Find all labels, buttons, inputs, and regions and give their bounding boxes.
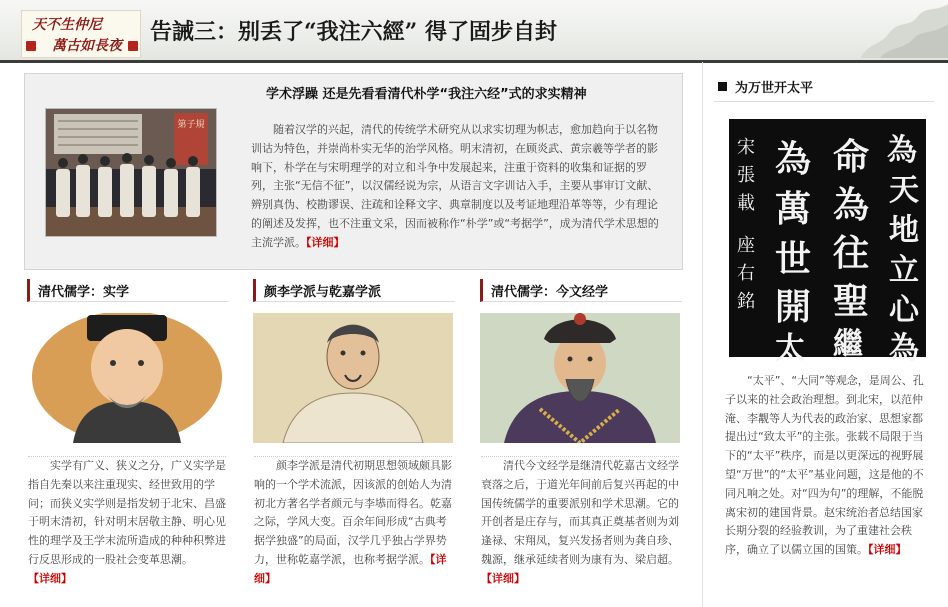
sidebar-heading [718, 77, 813, 96]
calligraphy-char: 右 [737, 263, 755, 284]
calligraphy-char: 地 [889, 213, 919, 248]
feature-text [251, 121, 661, 253]
calligraphy-char: 為 [889, 331, 919, 366]
calligraphy-char: 座 [737, 235, 755, 256]
calligraphy-char: 太 [775, 331, 805, 366]
sidebar-text [725, 372, 930, 560]
calligraphy-char: 命 [833, 136, 870, 178]
calligraphy-char: 聖 [833, 280, 870, 322]
column-more-link[interactable]: 【详细】 [254, 552, 447, 585]
page-title: 告誡三：别丢了“我注六經” 得了固步自封 [150, 19, 557, 45]
feature-title[interactable]: 学术浮躁 还是先看看清代朴学“我注六经”式的求实精神 [266, 87, 587, 102]
section-title[interactable]: 颜李学派与乾嘉学派 [264, 285, 382, 300]
seal-icon [26, 41, 36, 51]
feature-article [24, 73, 683, 270]
section-title[interactable]: 清代儒学：实学 [38, 285, 130, 300]
column-body: 实学有广义、狭义之分，广义实学是指自先秦以来注重现实、经世致用的学问；而狭义实学则是指发轫于北宋、昌盛于明末清初，针对明末居敬主静、明心见性的理学及王学末流所造成的种种积弊进行反思形成的一股社会变革思潮。 [28, 459, 226, 566]
column-more-link[interactable]: 【详细】 [481, 571, 525, 585]
section-heading-jinwen [480, 279, 682, 302]
logo-line-2: 萬古如長夜 [52, 38, 122, 54]
calligraphy-char: 萬 [775, 188, 812, 230]
feature-more-link[interactable]: 【详细】 [306, 235, 345, 249]
calligraphy-char: 往 [833, 232, 870, 274]
calligraphy-char: 宋 [737, 137, 755, 158]
calligraphy-char: 銘 [737, 291, 755, 312]
sidebar-body: “太平”、“大同”等观念，是周公、孔子以来的社会政治理想。到北宋，以范仲淹、李觏等人为代表的政治家、思想家都提出过“致太平”的主张。张载不局限于当下的“太平”秩序，而是以更深远的视野展望“万世”的“太平”基业问题，这是他的不同凡响之处。对“四为句”的理解，不能脱离宋初的建国背景。赵宋统治者总结国家长期分裂的经验教训，为了重建社会秩序，确立了以儒立国的国策。 [725, 374, 924, 557]
calligraphy-image[interactable] [729, 119, 926, 366]
section-heading-shixue [27, 279, 229, 302]
portrait-image-official[interactable] [480, 313, 680, 443]
calligraphy-char: 為 [887, 133, 917, 168]
calligraphy-char: 為 [833, 184, 870, 226]
feature-body: 随着汉学的兴起，清代的传统学术研究从以求实切理为帜志，愈加趋向于以名物训诂为特色，并崇尚朴实无华的治学风格。明末清初，在顾炎武、黄宗羲等学者的影响下，朴学在与宋明理学的对立和斗争中发展起来，注重于资料的收集和证据的罗列，主张“无信不征”，以汉儒经说为宗，从语言文字训诂入手，主要从事审订文献、辨别真伪、校勘谬误、注疏和诠释文字、典章制度以及考证地理沿革等等，少有理论的阐述及发挥，也不注重文采，因而被称作“朴学”或“考据学”，成为清代学术思想的主流学派。 [251, 123, 659, 249]
portrait-image-scholar[interactable] [27, 313, 227, 443]
calligraphy-char: 立 [889, 253, 919, 288]
calligraphy-char: 張 [737, 165, 755, 186]
ink-landscape-decoration [860, 2, 948, 58]
sidebar-title[interactable]: 为万世开太平 [735, 81, 814, 96]
column-body: 颜李学派是清代初期思想领域颇具影响的一个学术流派，因该派的创始人为清初北方著名学者颜元与李塨而得名。乾嘉之际，学风大变。百余年间形成“古典考据学独盛”的局面，汉学几乎独占学界势力，世称乾嘉学派，也称考据学派。 [254, 459, 452, 566]
column-text-yanli [254, 456, 452, 589]
feature-image[interactable] [45, 108, 217, 237]
column-text-shixue [28, 456, 226, 589]
section-title[interactable]: 清代儒学：今文经学 [491, 285, 609, 300]
calligraphy-char: 天 [889, 173, 919, 208]
sidebar-more-link[interactable]: 【详细】 [868, 543, 907, 557]
portrait-image-yanyuan[interactable] [253, 313, 453, 443]
column-body: 清代今文经学是继清代乾嘉古文经学衰落之后，于道光年间前后复兴再起的中国传统儒学的重要派别和学术思潮。它的开创者是庄存与，而其真正奠基者则为刘逢禄、宋翔凤，复兴发扬者则为龚自珍、魏源，继承延续者则为康有为、梁启超。 [481, 459, 679, 566]
calligraphy-char: 開 [775, 286, 812, 328]
sidebar-heading-rule [714, 101, 934, 102]
feature-image-caption: 第子規 [177, 120, 205, 130]
seal-icon [128, 41, 138, 51]
calligraphy-char: 為 [775, 138, 812, 180]
calligraphy-char: 繼 [833, 327, 863, 362]
calligraphy-char: 心 [889, 293, 919, 328]
section-heading-yanli [253, 279, 455, 302]
page-header [0, 0, 948, 63]
column-text-jinwen [481, 456, 679, 589]
column-more-link[interactable]: 【详细】 [28, 571, 72, 585]
square-bullet-icon [718, 82, 727, 91]
site-logo[interactable] [21, 10, 141, 58]
calligraphy-char: 載 [737, 193, 755, 214]
calligraphy-char: 世 [775, 238, 812, 280]
logo-line-1: 天不生仲尼 [32, 17, 102, 33]
sidebar-divider [702, 62, 703, 607]
